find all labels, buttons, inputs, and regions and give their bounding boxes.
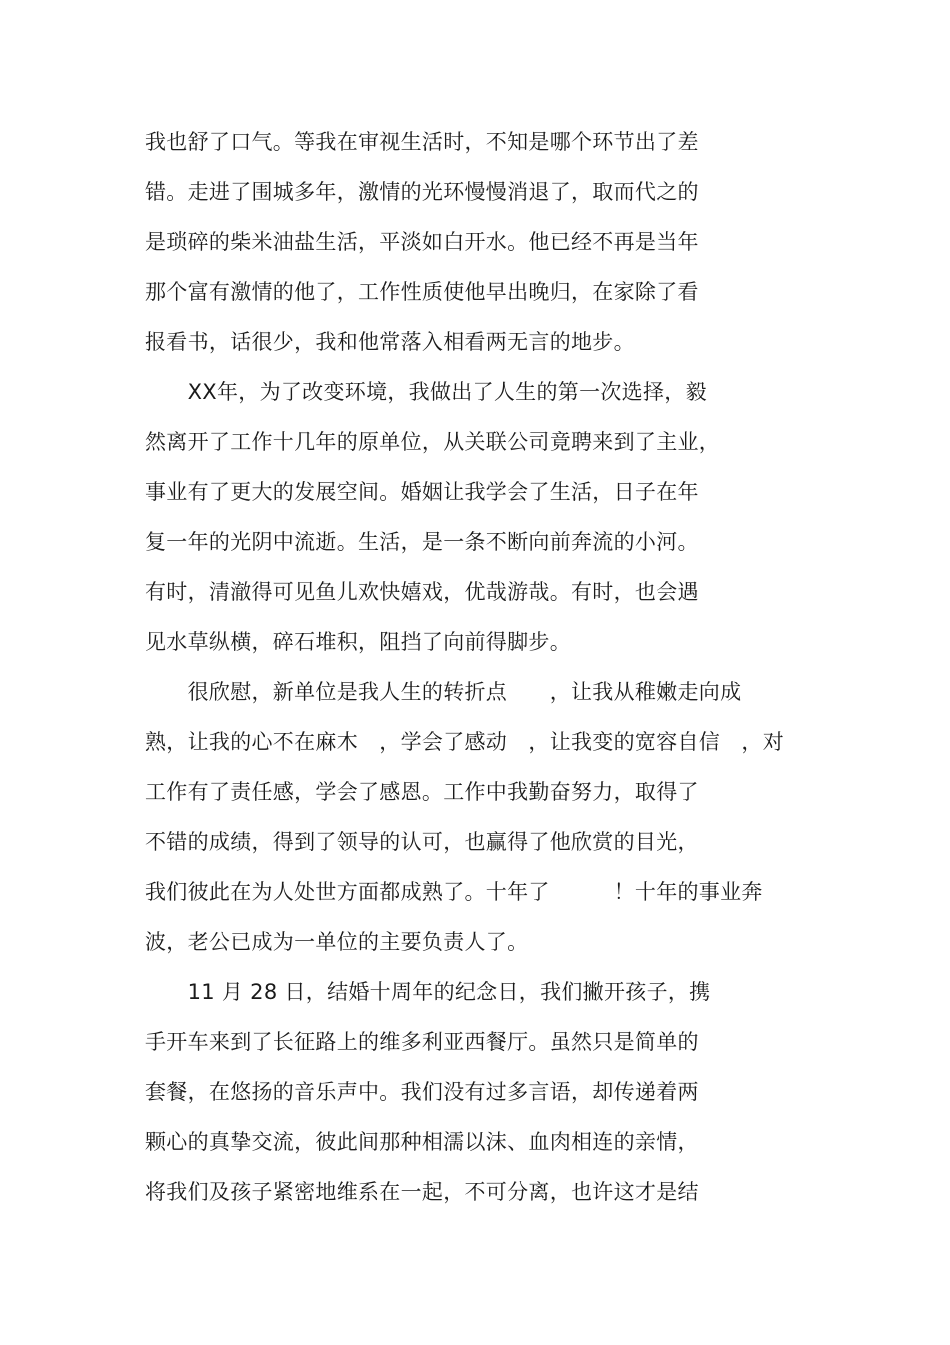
text-line: 然离开了工作十几年的原单位，从关联公司竟聘来到了主业，: [145, 430, 721, 454]
text-line: 将我们及孩子紧密地维系在一起，不可分离，也许这才是结: [145, 1180, 699, 1204]
text-line: 复一年的光阴中流逝。生活，是一条不断向前奔流的小河。: [145, 530, 699, 554]
text-line: 那个富有激情的他了，工作性质使他早出晚归，在家除了看: [145, 280, 699, 304]
text-line: 颗心的真挚交流，彼此间那种相濡以沫、血肉相连的亲情，: [145, 1130, 699, 1154]
text-line: XX年，为了改变环境，我做出了人生的第一次选择，毅: [145, 380, 707, 404]
text-line: 我们彼此在为人处世方面都成熟了。十年了 ！十年的事业奔: [145, 880, 763, 904]
text-line: 手开车来到了长征路上的维多利亚西餐厅。虽然只是简单的: [145, 1030, 699, 1054]
text-line: 事业有了更大的发展空间。婚姻让我学会了生活，日子在年: [145, 480, 699, 504]
text-line: 不错的成绩，得到了领导的认可，也赢得了他欣赏的目光，: [145, 830, 699, 854]
text-line: 套餐，在悠扬的音乐声中。我们没有过多言语，却传递着两: [145, 1080, 699, 1104]
text-line: 工作有了责任感，学会了感恩。工作中我勤奋努力，取得了: [145, 780, 699, 804]
text-line: 很欣慰，新单位是我人生的转折点 ，让我从稚嫩走向成: [145, 680, 742, 704]
text-line: 报看书，话很少，我和他常落入相看两无言的地步。: [145, 330, 635, 354]
text-line: 有时，清澈得可见鱼儿欢快嬉戏，优哉游哉。有时，也会遇: [145, 580, 699, 604]
text-line: 熟，让我的心不在麻木 ，学会了感动 ，让我变的宽容自信 ，对: [145, 730, 784, 754]
text-line: 11 月 28 日，结婚十周年的纪念日，我们撇开孩子，携: [145, 980, 711, 1004]
text-line: 波，老公已成为一单位的主要负责人了。: [145, 930, 529, 954]
text-line: 错。走进了围城多年，激情的光环慢慢消退了，取而代之的: [145, 180, 699, 204]
text-line: 我也舒了口气。等我在审视生活时，不知是哪个环节出了差: [145, 130, 699, 154]
text-line: 见水草纵横，碎石堆积，阻挡了向前得脚步。: [145, 630, 571, 654]
text-line: 是琐碎的柴米油盐生活，平淡如白开水。他已经不再是当年: [145, 230, 699, 254]
